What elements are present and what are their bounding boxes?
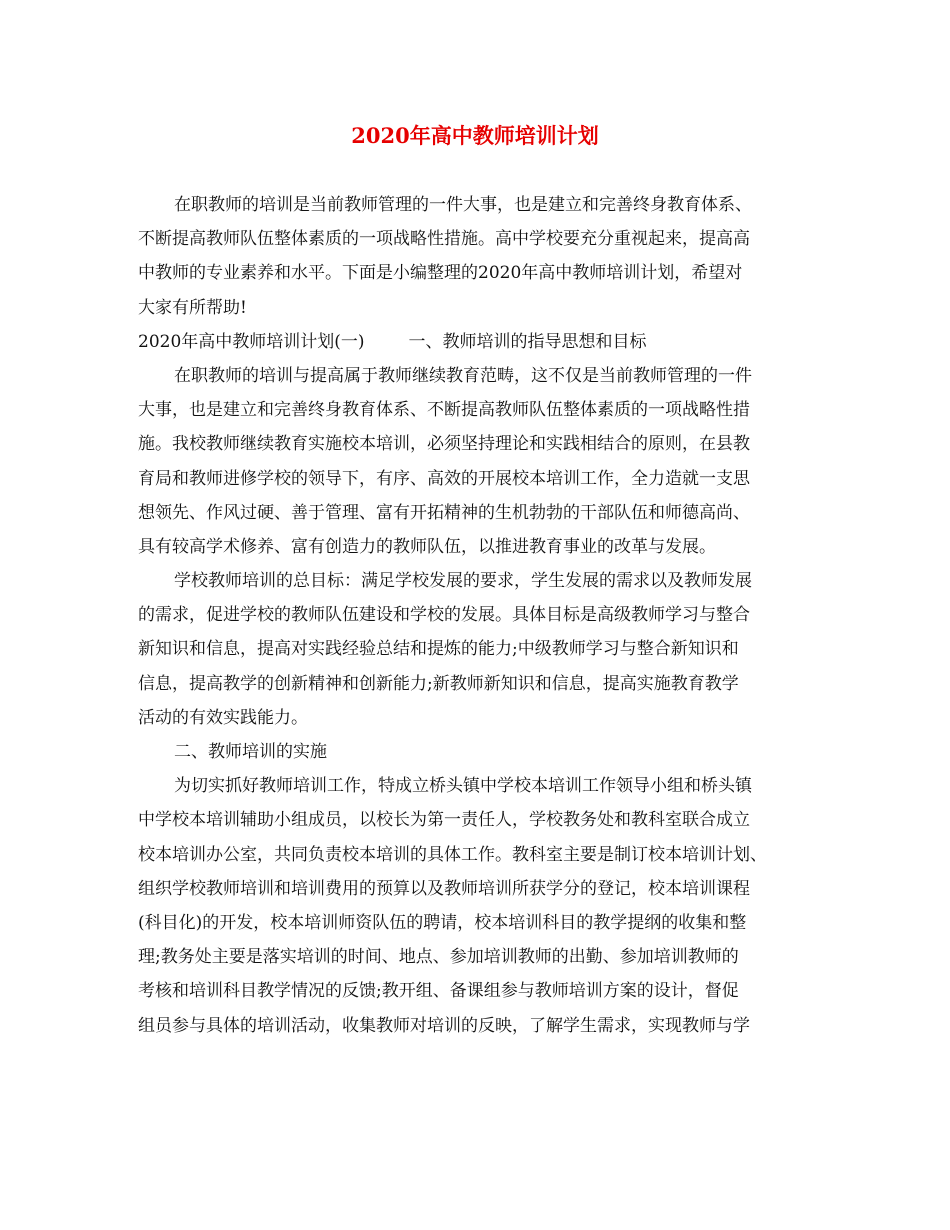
text-line: 活动的有效实践能力。 [138, 707, 308, 728]
section-heading: 二、教师培训的实施 [174, 742, 327, 762]
text-line: 大家有所帮助! [138, 297, 247, 318]
text-line: 组织学校教师培训和培训费用的预算以及教师培训所获学分的登记，校本培训课程 [138, 878, 750, 899]
plan-subtitle: 2020年高中教师培训计划(一) [138, 331, 365, 352]
text-line: 为切实抓好教师培训工作，特成立桥头镇中学校本培训工作领导小组和桥头镇 [174, 776, 752, 797]
text-line: 育局和教师进修学校的领导下，有序、高效的开展校本培训工作，全力造就一支思 [138, 468, 750, 489]
text-line: (科目化)的开发，校本培训师资队伍的聘请，校本培训科目的教学提纲的收集和整 [138, 912, 747, 933]
text-line: 在职教师的培训与提高属于教师继续教育范畴，这不仅是当前教师管理的一件 [174, 365, 752, 386]
text-line: 考核和培训科目教学情况的反馈;教开组、备课组参与教师培训方案的设计，督促 [138, 981, 739, 1002]
text-line: 中教师的专业素养和水平。下面是小编整理的2020年高中教师培训计划，希望对 [138, 263, 743, 284]
document-title: 2020年高中教师培训计划 [351, 123, 599, 148]
text-line: 施。我校教师继续教育实施校本培训，必须坚持理论和实践相结合的原则，在县教 [138, 434, 750, 455]
text-line: 大事，也是建立和完善终身教育体系、不断提高教师队伍整体素质的一项战略性措 [138, 400, 750, 421]
section-heading-line [138, 325, 838, 359]
text-line: 想领先、作风过硬、善于管理、富有开拓精神的生机勃勃的干部队伍和师德高尚、 [138, 502, 750, 523]
text-line: 校本培训办公室，共同负责校本培训的具体工作。教科室主要是制订校本培训计划、 [138, 844, 767, 865]
text-line: 的需求，促进学校的教师队伍建设和学校的发展。具体目标是高级教师学习与整合 [138, 605, 750, 626]
text-line: 不断提高教师队伍整体素质的一项战略性措施。高中学校要充分重视起来，提高高 [138, 229, 750, 250]
text-line: 中学校本培训辅助小组成员，以校长为第一责任人，学校教务处和教科室联合成立 [138, 810, 750, 831]
text-line: 具有较高学术修养、富有创造力的教师队伍，以推进教育事业的改革与发展。 [138, 536, 716, 557]
text-line: 理;教务处主要是落实培训的时间、地点、参加培训教师的出勤、参加培训教师的 [138, 947, 739, 968]
section-heading: 一、教师培训的指导思想和目标 [408, 331, 647, 352]
text-line: 在职教师的培训是当前教师管理的一件大事，也是建立和完善终身教育体系、 [174, 195, 752, 215]
text-line: 新知识和信息，提高对实践经验总结和提炼的能力;中级教师学习与整合新知识和 [138, 639, 739, 660]
text-line: 组员参与具体的培训活动，收集教师对培训的反映，了解学生需求，实现教师与学 [138, 1015, 750, 1036]
text-line: 学校教师培训的总目标：满足学校发展的要求，学生发展的需求以及教师发展 [174, 571, 752, 592]
text-line: 信息，提高教学的创新精神和创新能力;新教师新知识和信息，提高实施教育教学 [138, 673, 739, 694]
document-body [138, 188, 838, 1043]
